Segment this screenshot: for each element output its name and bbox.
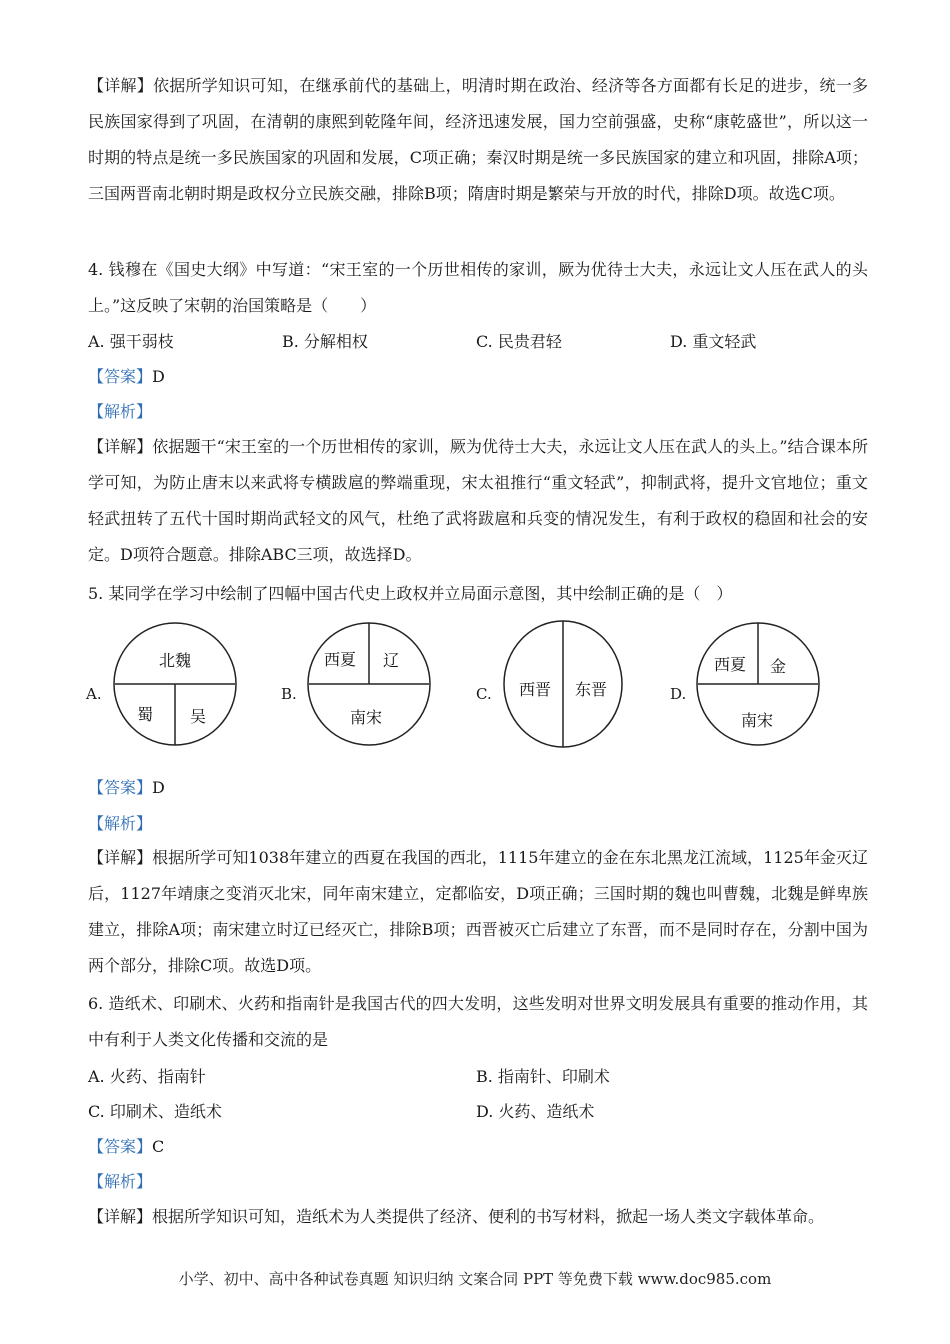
q4-answer [88,359,165,395]
q3-detail-text: 依据所学知识可知，在继承前代的基础上，明清时期在政治、经济等各方面都有长足的进步，统一多民族国家得到了巩固，在清朝的康熙到乾隆年间，经济迅速发展，国力空前强盛，史称“康乾盛世”，所以这一时期的特点是统一多民族国家的巩固和发展，C项正确；秦汉时期是统一多民族国家的建立和巩固，排除A项；三国两晋南北朝时期是政权分立民族交融，排除B项；隋唐时期是繁荣与开放的时代，排除D项。故选C项。 [88,76,868,203]
q4-answer-tag: 【答案】 [88,367,153,386]
q5-diagram-d-letter: D. [670,685,687,703]
q4-option-c: C. 民贵君轻 [476,332,562,351]
diagram-d-left-label: 西夏 [713,655,747,674]
q4-stem: 4. 钱穆在《国史大纲》中写道：“宋王室的一个历世相传的家训，厥为优待士大夫，永远让文人压在武人的头上。”这反映了宋朝的治国策略是（ ） [88,260,868,315]
q6-analysis-tag: 【解析】 [88,1172,153,1191]
q6-option-c: C. 印刷术、造纸术 [88,1102,222,1121]
q6-option-a: A. 火药、指南针 [88,1067,206,1086]
diagram-b-right-label: 辽 [382,651,400,670]
q6-option-d: D. 火药、造纸术 [476,1102,595,1121]
page-footer: 小学、初中、高中各种试卷真题 知识归纳 文案合同 PPT 等免费下载 www.doc985.com [178,1270,772,1288]
q6-answer-tag: 【答案】 [88,1137,153,1156]
q4-option-d: D. 重文轻武 [670,332,757,351]
diagram-d-bottom-label: 南宋 [740,711,774,730]
q5-diagram-c [501,618,625,750]
q5-detail [88,840,868,984]
diagram-c-left-label: 西晋 [518,680,552,699]
q6-detail [88,1199,868,1235]
q5-analysis-tag: 【解析】 [88,814,153,833]
q4-answer-value: D [152,367,165,386]
q6-answer [88,1129,164,1165]
q4-analysis-tag: 【解析】 [88,402,153,421]
q4-option-a: A. 强干弱枝 [88,332,174,351]
q5-diagram-c-letter: C. [476,685,492,703]
diagram-b-bottom-label: 南宋 [349,708,383,727]
q4-detail-tag: 【详解】 [88,437,153,456]
q5-diagram-d [695,620,821,748]
q5-stem: 5. 某同学在学习中绘制了四幅中国古代史上政权并立局面示意图，其中绘制正确的是（ ） [88,584,733,603]
q3-detail-tag: 【详解】 [88,76,154,95]
q6-stem: 6. 造纸术、印刷术、火药和指南针是我国古代的四大发明，这些发明对世界文明发展具有重要的推动作用，其中有利于人类文化传播和交流的是 [88,994,868,1049]
diagram-d-right-label: 金 [769,657,787,676]
q5-answer-value: D [152,778,165,797]
q5-diagram-b-letter: B. [281,685,297,703]
q3-detail [88,68,868,212]
q4-detail-text: 依据题干“宋王室的一个历世相传的家训，厥为优待士大夫，永远让文人压在武人的头上。”结合课本所学可知，为防止唐末以来武将专横跋扈的弊端重现，宋太祖推行“重文轻武”，抑制武将，提升文官地位；重文轻武扭转了五代十国时期尚武轻文的风气，杜绝了武将跋扈和兵变的情况发生，有利于政权的稳固和社会的安定。D项符合题意。排除ABC三项，故选择D。 [88,437,868,564]
q6-answer-value: C [152,1137,165,1156]
diagram-c-right-label: 东晋 [574,680,608,699]
diagram-a-right-label: 吴 [189,707,207,726]
q5-diagram-a [112,620,238,748]
q5-diagram-a-letter: A. [86,685,102,703]
q6-detail-tag: 【详解】 [88,1207,153,1226]
q5-answer [88,770,165,806]
q4-detail [88,429,868,573]
q6-detail-text: 根据所学知识可知，造纸术为人类提供了经济、便利的书写材料，掀起一场人类文字载体革命。 [152,1207,825,1226]
q4-option-b: B. 分解相权 [282,332,368,351]
diagram-a-top-label: 北魏 [158,651,192,670]
q5-detail-tag: 【详解】 [88,848,153,867]
q6-option-b: B. 指南针、印刷术 [476,1067,610,1086]
q5-diagram-b [306,620,432,748]
diagram-a-left-label: 蜀 [136,705,154,724]
q5-detail-text: 根据所学可知1038年建立的西夏在我国的西北，1115年建立的金在东北黑龙江流域，1125年金灭辽后，1127年靖康之变消灭北宋，同年南宋建立，定都临安，D项正确；三国时期的魏也叫曹魏，北魏是鲜卑族建立，排除A项；南宋建立时辽已经灭亡，排除B项；西晋被灭亡后建立了东晋，而不是同时存在，分割中国为两个部分，排除C项。故选D项。 [88,848,868,975]
diagram-b-left-label: 西夏 [323,650,357,669]
q5-answer-tag: 【答案】 [88,778,153,797]
